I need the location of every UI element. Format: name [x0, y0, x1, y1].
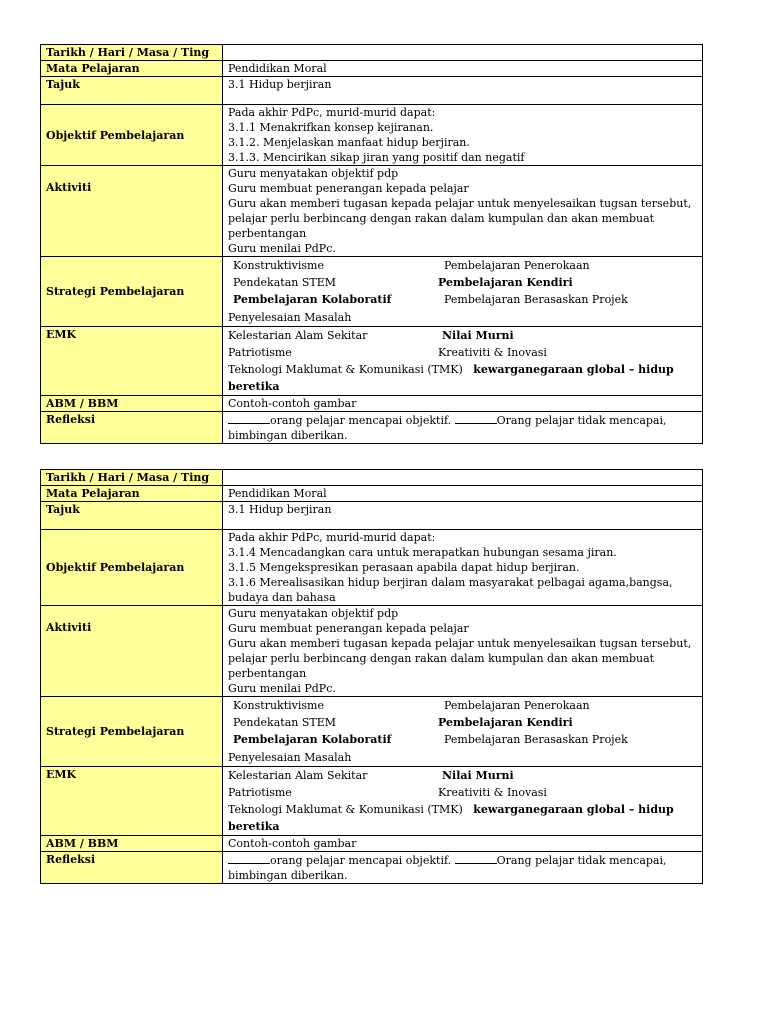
- row-abm: [41, 836, 703, 852]
- value-aktiviti: [223, 166, 703, 257]
- strategi-item: Pembelajaran Kendiri: [438, 716, 573, 729]
- strategi-item: Penyelesaian Masalah: [228, 751, 352, 764]
- value-tajuk: 3.1 Hidup berjiran: [223, 502, 703, 530]
- value-refleksi: [223, 412, 703, 444]
- value-tarikh: [223, 470, 703, 486]
- strategi-item: Pendekatan STEM: [233, 276, 337, 289]
- emk-item: beretika: [228, 380, 280, 393]
- label-aktiviti: Aktiviti: [41, 166, 223, 257]
- aktiviti-line: Guru akan memberi tugasan kepada pelajar untuk menyelesaikan tugsan tersebut, pelajar perlu berbincang dengan rakan dalam kumpulan dan akan membuat perbentangan: [228, 637, 692, 680]
- emk-item: Kelestarian Alam Sekitar: [228, 329, 368, 342]
- strategi-grid: [228, 257, 697, 309]
- aktiviti-line: Guru menyatakan objektif pdp: [228, 167, 399, 180]
- value-abm: Contoh-contoh gambar: [223, 396, 703, 412]
- objektif-line: 3.1.6 Merealisasikan hidup berjiran dalam masyarakat pelbagai agama,bangsa, budaya dan bahasa: [228, 576, 673, 604]
- row-refleksi: [41, 852, 703, 884]
- objektif-line: 3.1.1 Menakrifkan konsep kejiranan.: [228, 121, 434, 134]
- objektif-line: Pada akhir PdPc, murid-murid dapat:: [228, 531, 436, 544]
- emk-grid: [228, 767, 697, 801]
- strategi-item: Pembelajaran Kolaboratif: [233, 293, 392, 306]
- value-objektif: [223, 105, 703, 166]
- row-strategi: [41, 697, 703, 767]
- label-tajuk: Tajuk: [41, 502, 223, 530]
- label-objektif: Objektif Pembelajaran: [41, 530, 223, 606]
- strategi-item: Pembelajaran Berasaskan Projek: [444, 293, 628, 306]
- refleksi-line: [228, 852, 697, 868]
- strategi-item: Penyelesaian Masalah: [228, 311, 352, 324]
- emk-item: Patriotisme: [228, 786, 292, 799]
- refleksi-part1: orang pelajar mencapai objektif.: [270, 414, 452, 427]
- emk-tmk-line: [228, 801, 697, 818]
- refleksi-part1: orang pelajar mencapai objektif.: [270, 854, 452, 867]
- refleksi-line2: bimbingan diberikan.: [228, 429, 348, 442]
- aktiviti-line: Guru menilai PdPc.: [228, 682, 336, 695]
- label-abm: ABM / BBM: [41, 836, 223, 852]
- value-mata-pelajaran: Pendidikan Moral: [223, 61, 703, 77]
- row-objektif: [41, 105, 703, 166]
- aktiviti-line: Guru membuat penerangan kepada pelajar: [228, 622, 469, 635]
- refleksi-line: [228, 412, 697, 428]
- row-tajuk: [41, 502, 703, 530]
- row-tajuk: [41, 77, 703, 105]
- objektif-line: 3.1.5 Mengekspresikan perasaan apabila dapat hidup berjiran.: [228, 561, 580, 574]
- emk-item: beretika: [228, 820, 280, 833]
- label-emk: EMK: [41, 327, 223, 396]
- emk-item: kewarganegaraan global – hidup: [473, 803, 674, 816]
- label-mata-pelajaran: Mata Pelajaran: [41, 486, 223, 502]
- row-emk: [41, 767, 703, 836]
- label-mata-pelajaran: Mata Pelajaran: [41, 61, 223, 77]
- value-objektif: [223, 530, 703, 606]
- value-mata-pelajaran: Pendidikan Moral: [223, 486, 703, 502]
- row-strategi: [41, 257, 703, 327]
- value-strategi: [223, 257, 703, 327]
- lesson-plan-table-2: [40, 469, 703, 884]
- value-aktiviti: [223, 606, 703, 697]
- strategi-grid: [228, 697, 697, 749]
- lesson-plan-table-1: [40, 44, 703, 444]
- value-strategi: [223, 697, 703, 767]
- strategi-item: Pembelajaran Berasaskan Projek: [444, 733, 628, 746]
- blank-line: [455, 412, 497, 424]
- label-abm: ABM / BBM: [41, 396, 223, 412]
- aktiviti-line: Guru membuat penerangan kepada pelajar: [228, 182, 469, 195]
- aktiviti-line: Guru menilai PdPc.: [228, 242, 336, 255]
- strategi-item: Pembelajaran Kolaboratif: [233, 733, 392, 746]
- strategi-item: Pembelajaran Kendiri: [438, 276, 573, 289]
- value-tarikh: [223, 45, 703, 61]
- refleksi-line2: bimbingan diberikan.: [228, 869, 348, 882]
- row-aktiviti: [41, 166, 703, 257]
- objektif-line: 3.1.2. Menjelaskan manfaat hidup berjiran.: [228, 136, 470, 149]
- objektif-line: 3.1.3. Mencirikan sikap jiran yang positif dan negatif: [228, 151, 525, 164]
- row-tarikh: [41, 45, 703, 61]
- strategi-item: Pembelajaran Penerokaan: [444, 699, 590, 712]
- label-tarikh: Tarikh / Hari / Masa / Ting: [41, 45, 223, 61]
- value-tajuk: 3.1 Hidup berjiran: [223, 77, 703, 105]
- label-aktiviti: Aktiviti: [41, 606, 223, 697]
- emk-item: Kelestarian Alam Sekitar: [228, 769, 368, 782]
- emk-tmk-line: [228, 361, 697, 378]
- emk-item: Kreativiti & Inovasi: [438, 786, 547, 799]
- blank-line: [228, 412, 270, 424]
- row-tarikh: [41, 470, 703, 486]
- value-emk: [223, 767, 703, 836]
- blank-line: [455, 852, 497, 864]
- emk-item: kewarganegaraan global – hidup: [473, 363, 674, 376]
- label-emk: EMK: [41, 767, 223, 836]
- row-mata-pelajaran: [41, 61, 703, 77]
- value-refleksi: [223, 852, 703, 884]
- value-emk: [223, 327, 703, 396]
- row-abm: [41, 396, 703, 412]
- row-aktiviti: [41, 606, 703, 697]
- refleksi-part2: Orang pelajar tidak mencapai,: [496, 414, 667, 427]
- strategi-item: Konstruktivisme: [233, 699, 324, 712]
- aktiviti-line: Guru akan memberi tugasan kepada pelajar untuk menyelesaikan tugsan tersebut, pelajar perlu berbincang dengan rakan dalam kumpulan dan akan membuat perbentangan: [228, 197, 692, 240]
- label-tajuk: Tajuk: [41, 77, 223, 105]
- label-strategi: Strategi Pembelajaran: [41, 257, 223, 327]
- strategi-item: Konstruktivisme: [233, 259, 324, 272]
- label-objektif: Objektif Pembelajaran: [41, 105, 223, 166]
- emk-item: Kreativiti & Inovasi: [438, 346, 547, 359]
- emk-item: Patriotisme: [228, 346, 292, 359]
- blank-line: [228, 852, 270, 864]
- label-strategi: Strategi Pembelajaran: [41, 697, 223, 767]
- row-refleksi: [41, 412, 703, 444]
- emk-item: Teknologi Maklumat & Komunikasi (TMK): [228, 363, 463, 376]
- label-refleksi: Refleksi: [41, 412, 223, 444]
- emk-item: Teknologi Maklumat & Komunikasi (TMK): [228, 803, 463, 816]
- aktiviti-line: Guru menyatakan objektif pdp: [228, 607, 399, 620]
- label-tarikh: Tarikh / Hari / Masa / Ting: [41, 470, 223, 486]
- emk-item: Nilai Murni: [442, 769, 514, 782]
- objektif-line: 3.1.4 Mencadangkan cara untuk merapatkan hubungan sesama jiran.: [228, 546, 617, 559]
- label-refleksi: Refleksi: [41, 852, 223, 884]
- row-objektif: [41, 530, 703, 606]
- strategi-item: Pendekatan STEM: [233, 716, 337, 729]
- refleksi-part2: Orang pelajar tidak mencapai,: [496, 854, 667, 867]
- value-abm: Contoh-contoh gambar: [223, 836, 703, 852]
- strategi-item: Pembelajaran Penerokaan: [444, 259, 590, 272]
- emk-grid: [228, 327, 697, 361]
- row-emk: [41, 327, 703, 396]
- objektif-line: Pada akhir PdPc, murid-murid dapat:: [228, 106, 436, 119]
- row-mata-pelajaran: [41, 486, 703, 502]
- emk-item: Nilai Murni: [442, 329, 514, 342]
